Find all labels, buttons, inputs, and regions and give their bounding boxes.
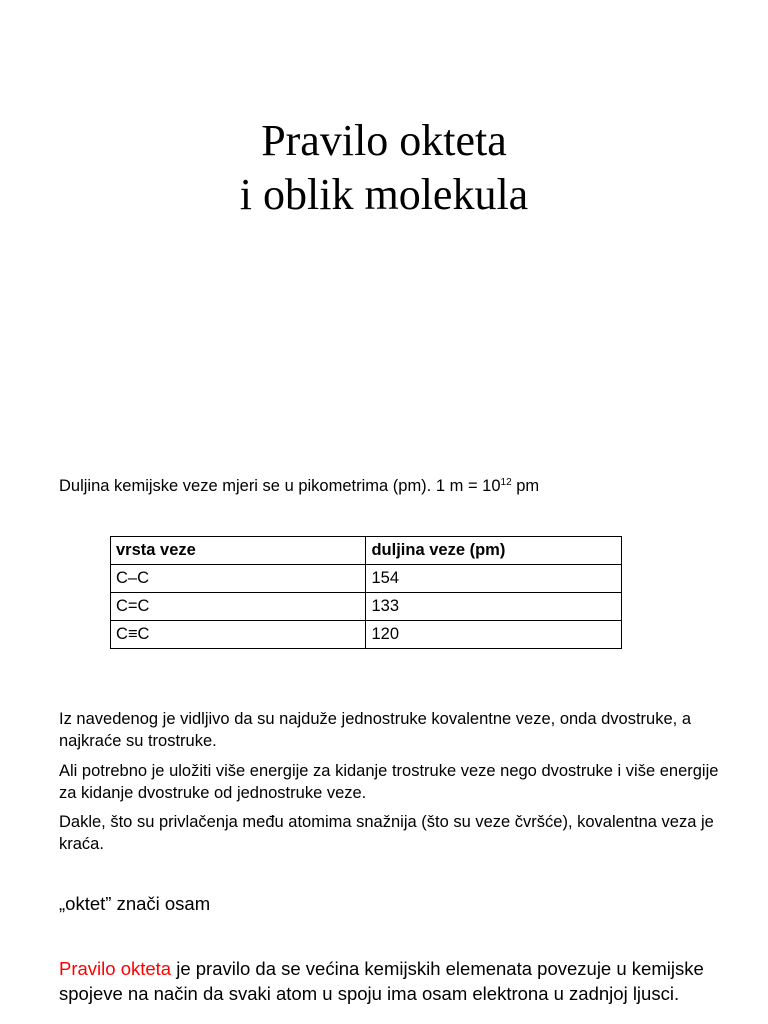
- table-header-row: [111, 537, 622, 565]
- rule-text: je pravilo da se većina kemijskih elemenata povezuje u kemijske spojeve na način da svaki atom u spoju ima osam elektrona u zadnjoj ljusci.: [59, 958, 704, 1004]
- octet-meaning: „oktet” znači osam: [59, 893, 211, 914]
- paragraph-bond-energy: Ali potrebno je uložiti više energije za kidanje trostruke veze nego dvostruke i više energije za kidanje dvostruke od jednostruke veze.: [59, 762, 719, 802]
- column-header-bond-type: vrsta veze: [111, 537, 366, 565]
- measure-exponent: 12: [500, 477, 512, 488]
- table-row: [111, 565, 622, 593]
- bond-type-cell: C≡C: [111, 621, 366, 649]
- bond-length-cell: 133: [366, 593, 622, 621]
- page-title: [0, 114, 768, 222]
- bond-length-table: [110, 536, 622, 649]
- bond-length-cell: 154: [366, 565, 622, 593]
- measure-text: Duljina kemijske veze mjeri se u pikometrima (pm). 1 m = 10: [59, 477, 501, 495]
- rule-highlight: Pravilo okteta: [59, 958, 172, 979]
- bond-type-cell: C=C: [111, 593, 366, 621]
- title-line-2: i oblik molekula: [239, 170, 529, 219]
- table-row: [111, 621, 622, 649]
- table-row: [111, 593, 622, 621]
- bond-length-cell: 120: [366, 621, 622, 649]
- paragraph-conclusion: Dakle, što su privlačenja među atomima snažnija (što su veze čvršće), kovalentna veza je kraća.: [59, 813, 714, 853]
- title-line-1: Pravilo okteta: [261, 116, 507, 165]
- octet-rule-definition: [59, 956, 739, 1006]
- bond-type-cell: C–C: [111, 565, 366, 593]
- column-header-bond-length: duljina veze (pm): [366, 537, 622, 565]
- paragraph-bond-length: Iz navedenog je vidljivo da su najduže jednostruke kovalentne veze, onda dvostruke, a najkraće su trostruke.: [59, 710, 691, 750]
- measure-unit: pm: [511, 477, 540, 495]
- bond-length-unit-text: [59, 475, 539, 497]
